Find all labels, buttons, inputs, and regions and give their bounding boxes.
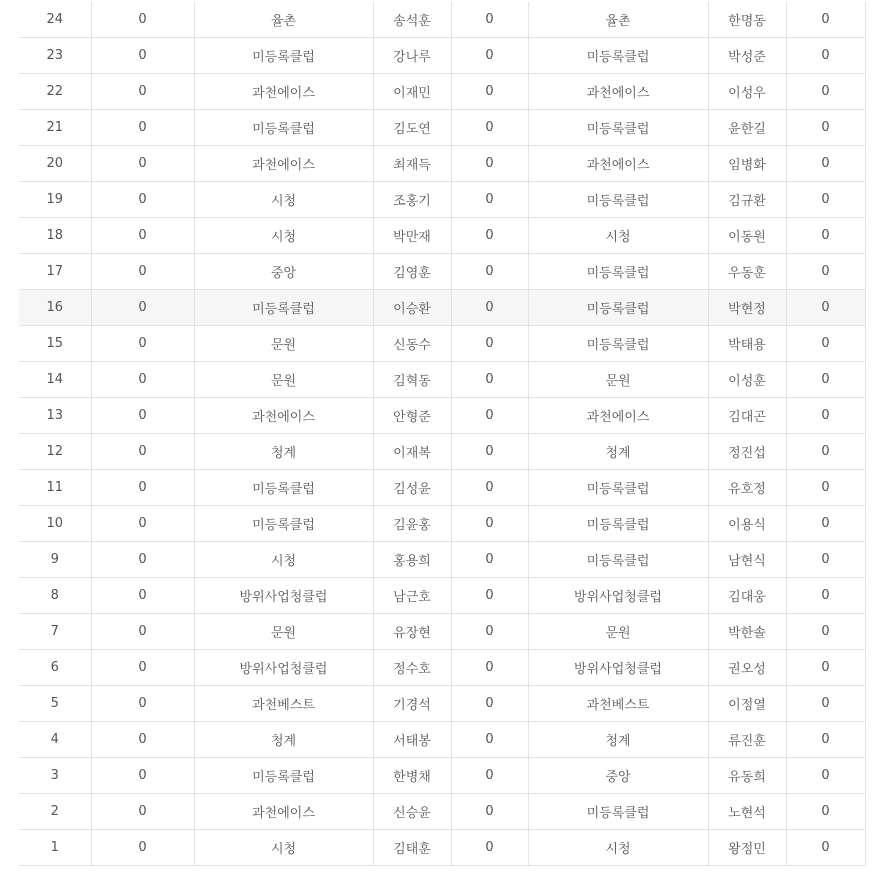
cell-club-a: 방위사업청클럽: [194, 650, 373, 686]
cell-score-b: 0: [451, 470, 528, 506]
cell-score-a: 0: [91, 326, 194, 362]
table-row: [19, 398, 865, 434]
cell-player-a: 유장현: [373, 614, 451, 650]
cell-club-a: 율촌: [194, 2, 373, 38]
cell-club-a: 시청: [194, 182, 373, 218]
table-row: [19, 650, 865, 686]
cell-club-b: 과천에이스: [528, 398, 708, 434]
cell-score-a: 0: [91, 542, 194, 578]
cell-club-a: 과천에이스: [194, 794, 373, 830]
cell-player-b: 이성훈: [708, 362, 786, 398]
cell-rank: 22: [19, 74, 91, 110]
cell-rank: 5: [19, 686, 91, 722]
cell-score-c: 0: [786, 542, 865, 578]
cell-score-a: 0: [91, 218, 194, 254]
table-row: [19, 506, 865, 542]
cell-score-a: 0: [91, 362, 194, 398]
cell-club-a: 미등록클럽: [194, 470, 373, 506]
cell-score-b: 0: [451, 218, 528, 254]
table-row: [19, 578, 865, 614]
cell-club-b: 미등록클럽: [528, 506, 708, 542]
cell-score-a: 0: [91, 110, 194, 146]
cell-player-b: 박한솔: [708, 614, 786, 650]
cell-score-a: 0: [91, 506, 194, 542]
cell-score-a: 0: [91, 794, 194, 830]
cell-score-c: 0: [786, 830, 865, 866]
cell-score-a: 0: [91, 722, 194, 758]
cell-score-b: 0: [451, 650, 528, 686]
cell-club-a: 시청: [194, 830, 373, 866]
cell-score-c: 0: [786, 470, 865, 506]
cell-club-b: 시청: [528, 830, 708, 866]
cell-player-b: 유호정: [708, 470, 786, 506]
table-row: [19, 830, 865, 866]
cell-score-b: 0: [451, 614, 528, 650]
cell-score-b: 0: [451, 722, 528, 758]
cell-rank: 21: [19, 110, 91, 146]
cell-player-a: 이승환: [373, 290, 451, 326]
cell-player-b: 정진섭: [708, 434, 786, 470]
table-row: [19, 2, 865, 38]
cell-rank: 6: [19, 650, 91, 686]
cell-player-a: 정수호: [373, 650, 451, 686]
cell-score-a: 0: [91, 146, 194, 182]
table-row: [19, 470, 865, 506]
cell-score-b: 0: [451, 434, 528, 470]
cell-rank: 4: [19, 722, 91, 758]
table-row: [19, 326, 865, 362]
table-row: [19, 182, 865, 218]
cell-club-b: 미등록클럽: [528, 794, 708, 830]
cell-rank: 11: [19, 470, 91, 506]
cell-score-b: 0: [451, 182, 528, 218]
cell-club-b: 율촌: [528, 2, 708, 38]
cell-score-c: 0: [786, 38, 865, 74]
cell-rank: 17: [19, 254, 91, 290]
cell-player-b: 김규환: [708, 182, 786, 218]
cell-club-b: 미등록클럽: [528, 38, 708, 74]
cell-club-a: 중앙: [194, 254, 373, 290]
cell-score-c: 0: [786, 794, 865, 830]
cell-rank: 1: [19, 830, 91, 866]
cell-score-a: 0: [91, 614, 194, 650]
cell-player-b: 왕정민: [708, 830, 786, 866]
cell-club-b: 미등록클럽: [528, 182, 708, 218]
cell-score-b: 0: [451, 362, 528, 398]
cell-player-b: 권오성: [708, 650, 786, 686]
cell-score-b: 0: [451, 146, 528, 182]
cell-player-b: 한명동: [708, 2, 786, 38]
cell-score-c: 0: [786, 434, 865, 470]
cell-score-c: 0: [786, 578, 865, 614]
cell-rank: 7: [19, 614, 91, 650]
cell-club-a: 청계: [194, 434, 373, 470]
cell-club-b: 방위사업청클럽: [528, 578, 708, 614]
cell-score-a: 0: [91, 290, 194, 326]
table-row: [19, 434, 865, 470]
cell-club-b: 문원: [528, 362, 708, 398]
cell-player-b: 우동훈: [708, 254, 786, 290]
cell-player-b: 윤한길: [708, 110, 786, 146]
table-row: [19, 758, 865, 794]
cell-player-b: 김대웅: [708, 578, 786, 614]
cell-club-b: 중앙: [528, 758, 708, 794]
cell-score-c: 0: [786, 398, 865, 434]
cell-player-b: 유동희: [708, 758, 786, 794]
cell-score-a: 0: [91, 74, 194, 110]
cell-rank: 23: [19, 38, 91, 74]
table-row: [19, 614, 865, 650]
cell-score-c: 0: [786, 326, 865, 362]
cell-club-a: 청계: [194, 722, 373, 758]
cell-club-a: 미등록클럽: [194, 38, 373, 74]
cell-rank: 2: [19, 794, 91, 830]
cell-score-c: 0: [786, 218, 865, 254]
cell-club-a: 과천베스트: [194, 686, 373, 722]
cell-club-a: 시청: [194, 542, 373, 578]
cell-club-a: 미등록클럽: [194, 110, 373, 146]
cell-club-b: 미등록클럽: [528, 542, 708, 578]
cell-player-a: 기경석: [373, 686, 451, 722]
cell-score-b: 0: [451, 74, 528, 110]
cell-score-a: 0: [91, 254, 194, 290]
cell-player-a: 송석훈: [373, 2, 451, 38]
cell-score-c: 0: [786, 254, 865, 290]
cell-player-a: 남근호: [373, 578, 451, 614]
table-row: [19, 794, 865, 830]
cell-rank: 24: [19, 2, 91, 38]
cell-score-b: 0: [451, 686, 528, 722]
cell-club-b: 미등록클럽: [528, 326, 708, 362]
cell-score-b: 0: [451, 578, 528, 614]
cell-score-c: 0: [786, 146, 865, 182]
cell-player-a: 김도연: [373, 110, 451, 146]
cell-player-a: 한병채: [373, 758, 451, 794]
cell-score-b: 0: [451, 326, 528, 362]
cell-score-b: 0: [451, 506, 528, 542]
cell-score-c: 0: [786, 650, 865, 686]
cell-player-a: 박만재: [373, 218, 451, 254]
cell-score-c: 0: [786, 686, 865, 722]
cell-score-a: 0: [91, 578, 194, 614]
cell-rank: 8: [19, 578, 91, 614]
cell-player-a: 이재복: [373, 434, 451, 470]
cell-club-b: 미등록클럽: [528, 470, 708, 506]
cell-score-a: 0: [91, 38, 194, 74]
table-row: [19, 218, 865, 254]
cell-player-a: 김혁동: [373, 362, 451, 398]
cell-score-b: 0: [451, 794, 528, 830]
cell-club-a: 문원: [194, 614, 373, 650]
cell-score-b: 0: [451, 758, 528, 794]
cell-player-b: 임병화: [708, 146, 786, 182]
cell-player-a: 이재민: [373, 74, 451, 110]
cell-player-a: 최재득: [373, 146, 451, 182]
table-row: [19, 254, 865, 290]
cell-player-b: 류진훈: [708, 722, 786, 758]
cell-score-b: 0: [451, 2, 528, 38]
cell-player-b: 남현식: [708, 542, 786, 578]
cell-rank: 9: [19, 542, 91, 578]
cell-club-b: 시청: [528, 218, 708, 254]
cell-player-b: 노현석: [708, 794, 786, 830]
cell-rank: 16: [19, 290, 91, 326]
cell-club-b: 과천에이스: [528, 146, 708, 182]
cell-player-b: 이정열: [708, 686, 786, 722]
cell-player-a: 강나루: [373, 38, 451, 74]
table-row: [19, 146, 865, 182]
cell-club-b: 과천베스트: [528, 686, 708, 722]
cell-score-a: 0: [91, 398, 194, 434]
cell-rank: 18: [19, 218, 91, 254]
cell-club-b: 청계: [528, 722, 708, 758]
cell-club-a: 미등록클럽: [194, 758, 373, 794]
cell-score-a: 0: [91, 2, 194, 38]
cell-score-b: 0: [451, 830, 528, 866]
cell-player-a: 서태봉: [373, 722, 451, 758]
cell-club-b: 방위사업청클럽: [528, 650, 708, 686]
cell-player-a: 홍용희: [373, 542, 451, 578]
cell-club-a: 문원: [194, 362, 373, 398]
table-row: [19, 686, 865, 722]
cell-player-a: 김영훈: [373, 254, 451, 290]
cell-club-b: 미등록클럽: [528, 254, 708, 290]
cell-score-a: 0: [91, 434, 194, 470]
cell-club-b: 미등록클럽: [528, 290, 708, 326]
cell-score-c: 0: [786, 722, 865, 758]
cell-score-c: 0: [786, 74, 865, 110]
cell-player-a: 신동수: [373, 326, 451, 362]
cell-score-a: 0: [91, 830, 194, 866]
cell-score-b: 0: [451, 110, 528, 146]
cell-club-a: 문원: [194, 326, 373, 362]
cell-player-b: 이성우: [708, 74, 786, 110]
cell-player-b: 박성준: [708, 38, 786, 74]
cell-rank: 19: [19, 182, 91, 218]
cell-score-c: 0: [786, 2, 865, 38]
cell-score-b: 0: [451, 38, 528, 74]
cell-player-a: 김윤홍: [373, 506, 451, 542]
cell-score-a: 0: [91, 758, 194, 794]
cell-player-b: 이용식: [708, 506, 786, 542]
cell-player-a: 김성윤: [373, 470, 451, 506]
cell-rank: 20: [19, 146, 91, 182]
cell-player-a: 신승윤: [373, 794, 451, 830]
cell-rank: 3: [19, 758, 91, 794]
cell-score-c: 0: [786, 182, 865, 218]
cell-rank: 10: [19, 506, 91, 542]
cell-player-a: 안형준: [373, 398, 451, 434]
table-row: [19, 74, 865, 110]
cell-club-a: 미등록클럽: [194, 506, 373, 542]
table-row: [19, 542, 865, 578]
cell-club-a: 미등록클럽: [194, 290, 373, 326]
cell-score-c: 0: [786, 506, 865, 542]
cell-rank: 12: [19, 434, 91, 470]
cell-club-a: 과천에이스: [194, 74, 373, 110]
cell-score-a: 0: [91, 686, 194, 722]
cell-club-b: 과천에이스: [528, 74, 708, 110]
cell-club-b: 청계: [528, 434, 708, 470]
table-row: [19, 722, 865, 758]
cell-score-b: 0: [451, 290, 528, 326]
cell-player-b: 박현정: [708, 290, 786, 326]
cell-club-b: 문원: [528, 614, 708, 650]
cell-score-a: 0: [91, 650, 194, 686]
table-row: [19, 110, 865, 146]
cell-rank: 14: [19, 362, 91, 398]
table-row: [19, 362, 865, 398]
cell-player-b: 박태용: [708, 326, 786, 362]
cell-score-c: 0: [786, 614, 865, 650]
cell-score-c: 0: [786, 362, 865, 398]
cell-score-b: 0: [451, 542, 528, 578]
cell-club-a: 과천에이스: [194, 398, 373, 434]
cell-player-b: 김대곤: [708, 398, 786, 434]
cell-score-c: 0: [786, 290, 865, 326]
cell-club-a: 과천에이스: [194, 146, 373, 182]
cell-score-c: 0: [786, 110, 865, 146]
cell-club-a: 방위사업청클럽: [194, 578, 373, 614]
ranking-table: [19, 2, 866, 866]
cell-player-a: 조홍기: [373, 182, 451, 218]
table-body: [19, 2, 865, 866]
cell-club-b: 미등록클럽: [528, 110, 708, 146]
cell-score-a: 0: [91, 182, 194, 218]
table-row: [19, 38, 865, 74]
cell-rank: 13: [19, 398, 91, 434]
cell-score-b: 0: [451, 398, 528, 434]
cell-score-c: 0: [786, 758, 865, 794]
cell-score-a: 0: [91, 470, 194, 506]
cell-player-b: 이동원: [708, 218, 786, 254]
table-row: [19, 290, 865, 326]
cell-player-a: 김태훈: [373, 830, 451, 866]
cell-rank: 15: [19, 326, 91, 362]
cell-score-b: 0: [451, 254, 528, 290]
cell-club-a: 시청: [194, 218, 373, 254]
